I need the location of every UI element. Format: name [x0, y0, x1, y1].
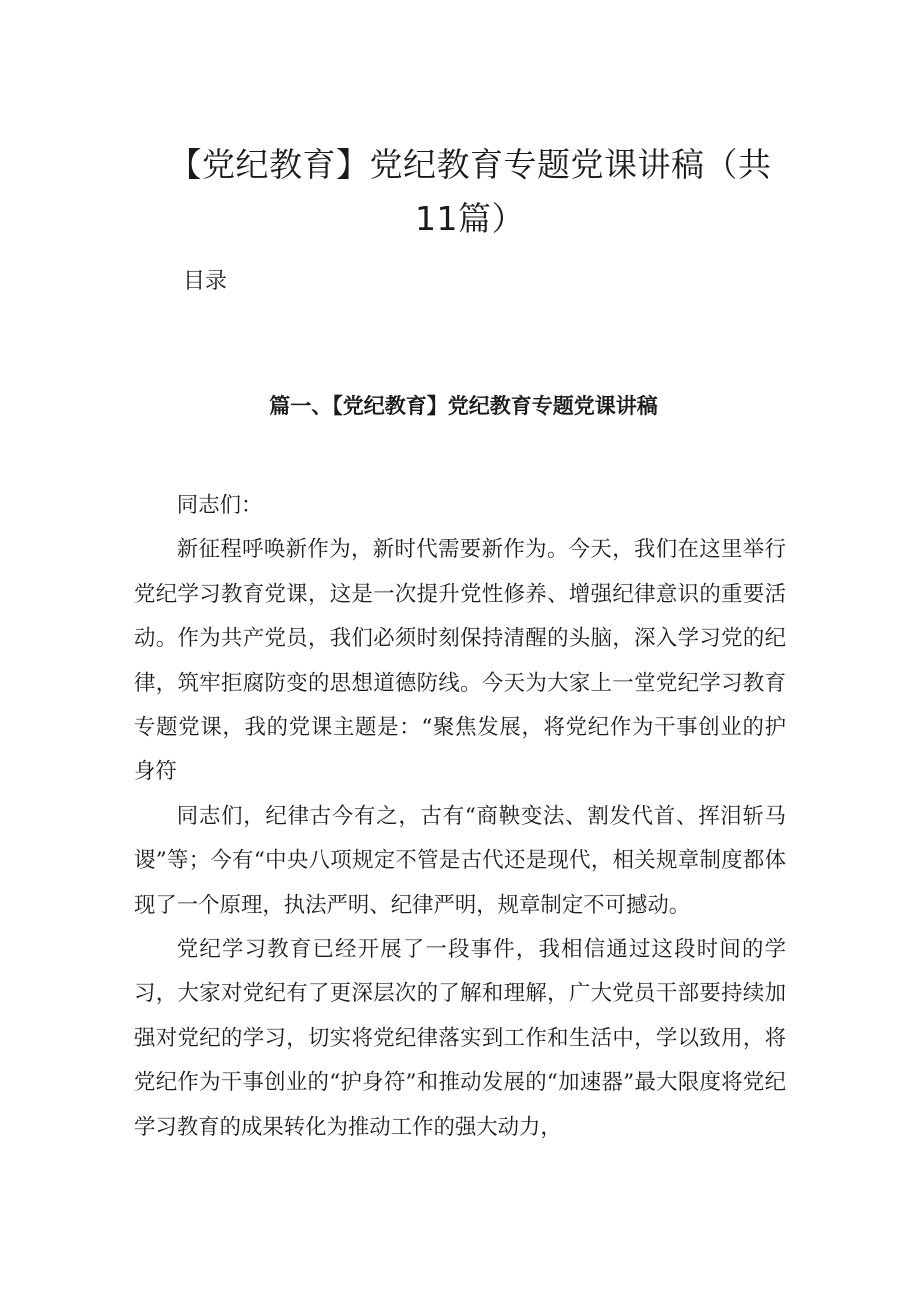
paragraph-2: 同志们，纪律古今有之，古有“商鞅变法、割发代首、挥泪斩马谡”等；今有“中央八项规定不管是古代还是现代，相关规章制度都体现了一个原理，执法严明、纪律严明，规章制定不可撼动。 [134, 803, 786, 918]
document-body [134, 484, 786, 1150]
paragraph-3: 党纪学习教育已经开展了一段事件，我相信通过这段时间的学习，大家对党纪有了更深层次的了解和理解，广大党员干部要持续加强对党纪的学习，切实将党纪律落实到工作和生活中，学以致用，将党纪作为干事创业的“护身符”和推动发展的“加速器”最大限度将党纪学习教育的成果转化为推动工作的强大动力， [134, 937, 786, 1140]
section-heading: 篇一、【党纪教育】党纪教育专题党课讲稿 [269, 394, 658, 418]
paragraph-1: 新征程呼唤新作为，新时代需要新作为。今天，我们在这里举行党纪学习教育党课，这是一次提升党性修养、增强纪律意识的重要活动。作为共产党员，我们必须时刻保持清醒的头脑，深入学习党的纪律，筑牢拒腐防变的思想道德防线。今天为大家上一堂党纪学习教育专题党课，我的党课主题是：“聚焦发展，将党纪作为干事创业的护身符 [134, 537, 786, 785]
table-of-contents-label: 目录 [183, 269, 228, 294]
document-title: 【党纪教育】党纪教育专题党课讲稿（共11篇） [168, 145, 772, 238]
greeting: 同志们： [176, 493, 263, 518]
